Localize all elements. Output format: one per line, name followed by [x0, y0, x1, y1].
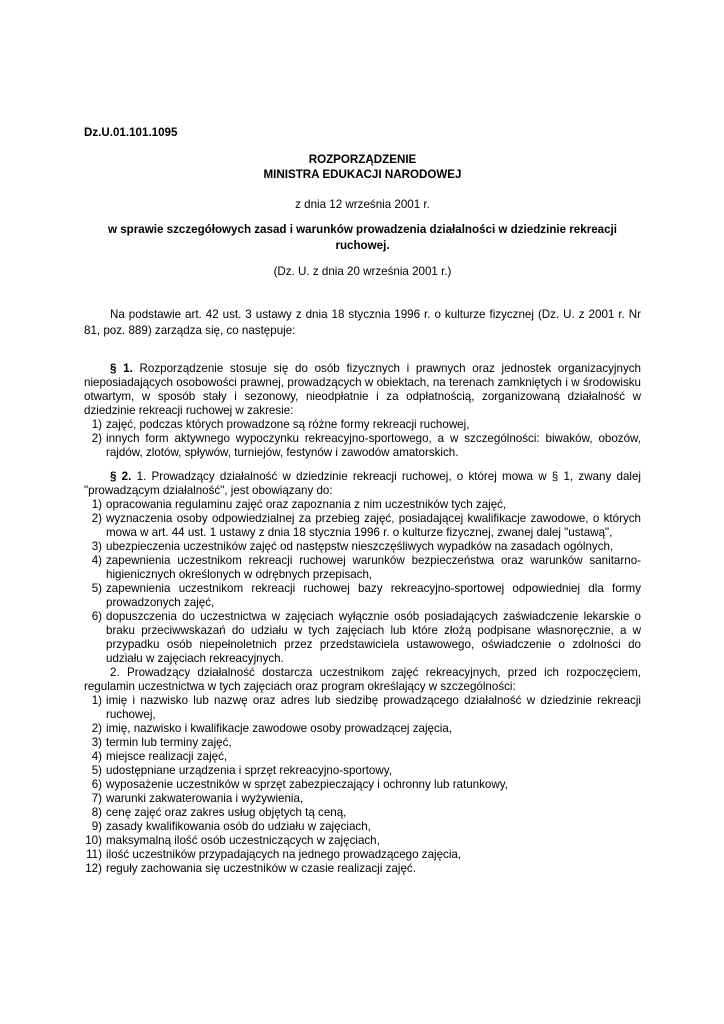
list-number: 10)	[85, 834, 102, 847]
list-number: 4)	[91, 554, 102, 567]
list-item	[84, 512, 641, 540]
title-line-2: MINISTRA EDUKACJI NARODOWEJ	[263, 168, 462, 181]
list-number: 4)	[91, 750, 102, 763]
list-item	[84, 778, 641, 792]
list-number: 1)	[91, 418, 102, 431]
list-text: innych form aktywnego wypoczynku rekreacyjno-sportowego, a w szczególności: biwaków, obozów, rajdów, zlotów, spływów, turniejów, festynów i zawodów amatorskich.	[106, 432, 641, 459]
list-item	[84, 498, 641, 512]
list-number: 6)	[91, 778, 102, 791]
section-2-mark: § 2.	[110, 470, 132, 483]
issue-date: z dnia 12 września 2001 r.	[295, 198, 430, 211]
list-item	[84, 736, 641, 750]
list-text: zasady kwalifikowania osób do udziału w zajęciach,	[106, 820, 371, 833]
list-item	[84, 610, 641, 666]
list-number: 7)	[91, 792, 102, 805]
document-reference: Dz.U.01.101.1095	[84, 126, 178, 139]
list-text: wyznaczenia osoby odpowiedzialnej za przebieg zajęć, posiadającej kwalifikacje zawodowe, o których mowa w art. 44 ust. 1 ustawy z dnia 18 stycznia 1996 r. o kulturze fizycznej, zwanej dalej "ustawą",	[106, 512, 641, 539]
list-item	[84, 554, 641, 582]
list-number: 8)	[91, 806, 102, 819]
list-item	[84, 792, 641, 806]
list-number: 12)	[85, 862, 102, 875]
section-1-mark: § 1.	[110, 362, 133, 375]
list-item	[84, 834, 641, 848]
list-number: 5)	[91, 582, 102, 595]
section-2-paragraph-2: 2. Prowadzący działalność dostarcza uczestnikom zajęć rekreacyjnych, przed ich rozpoczęciem, regulamin uczestnictwa w tych zajęciach oraz program określający w szczególności:	[84, 666, 641, 693]
list-number: 5)	[91, 764, 102, 777]
list-item	[84, 806, 641, 820]
list-text: maksymalną ilość osób uczestniczących w zajęciach,	[106, 834, 380, 847]
list-number: 3)	[91, 736, 102, 749]
list-text: ilość uczestników przypadających na jednego prowadzącego zajęcia,	[106, 848, 462, 861]
list-text: ubezpieczenia uczestników zajęć od następstw nieszczęśliwych wypadków na zasadach ogólnych,	[106, 540, 614, 553]
list-text: opracowania regulaminu zajęć oraz zapoznania z nim uczestników tych zajęć,	[106, 498, 507, 511]
section-1-body: Rozporządzenie stosuje się do osób fizycznych i prawnych oraz jednostek organizacyjnych nieposiadających osobowości prawnej, prowadzących w obiektach, na terenach zamkniętych i w środowisku otwartym, w sposób stały i sezonowy, nieodpłatnie i za odpłatnością, zorganizowaną działalność w dziedzinie rekreacji ruchowej w zakresie:	[84, 362, 641, 417]
list-text: cenę zajęć oraz zakres usług objętych tą ceną,	[106, 806, 347, 819]
list-text: zapewnienia uczestnikom rekreacji ruchowej warunków bezpieczeństwa oraz warunków sanitarno-higienicznych określonych w odrębnych przepisach,	[106, 554, 641, 581]
publication-note: (Dz. U. z dnia 20 września 2001 r.)	[273, 265, 452, 278]
list-number: 3)	[91, 540, 102, 553]
intro-paragraph: Na podstawie art. 42 ust. 3 ustawy z dnia 18 stycznia 1996 r. o kulturze fizycznej (Dz. U. z 2001 r. Nr 81, poz. 889) zarządza się, co następuje:	[84, 308, 641, 337]
list-item	[84, 820, 641, 834]
list-item	[84, 540, 641, 554]
list-number: 11)	[86, 848, 102, 861]
title-line-1: ROZPORZĄDZENIE	[308, 153, 417, 166]
list-text: imię, nazwisko i kwalifikacje zawodowe osoby prowadzącej zajęcia,	[106, 722, 453, 735]
list-text: miejsce realizacji zajęć,	[106, 750, 228, 763]
section-2-list-2	[84, 694, 641, 876]
subject: w sprawie szczegółowych zasad i warunków prowadzenia działalności w dziedzinie rekreacji ruchowej.	[108, 223, 617, 252]
list-item	[84, 848, 641, 862]
list-item	[84, 582, 641, 610]
list-item	[84, 694, 641, 722]
section-2-list	[84, 498, 641, 666]
list-text: reguły zachowania się uczestników w czasie realizacji zajęć.	[106, 862, 416, 875]
list-item	[84, 722, 641, 736]
list-number: 2)	[91, 722, 102, 735]
section-1	[84, 362, 641, 460]
list-text: imię i nazwisko lub nazwę oraz adres lub siedzibę prowadzącego działalność w dziedzinie rekreacji ruchowej,	[106, 694, 641, 721]
section-1-text	[84, 362, 641, 418]
list-item	[84, 862, 641, 876]
list-number: 9)	[91, 820, 102, 833]
list-number: 2)	[91, 432, 102, 445]
list-text: zapewnienia uczestnikom rekreacji ruchowej bazy rekreacyjno-sportowej odpowiedniej dla formy prowadzonych zajęć,	[106, 582, 641, 609]
list-text: termin lub terminy zajęć,	[106, 736, 232, 749]
section-2-text	[84, 470, 641, 498]
list-number: 1)	[91, 498, 102, 511]
section-1-list	[84, 418, 641, 460]
list-number: 6)	[91, 610, 102, 623]
list-text: wyposażenie uczestników w sprzęt zabezpieczający i ochronny lub ratunkowy,	[106, 778, 508, 791]
list-item	[84, 418, 641, 432]
list-text: dopuszczenia do uczestnictwa w zajęciach wyłącznie osób posiadających zaświadczenie lekarskie o braku przeciwwskazań do udziału w tych zajęciach lub które złożą podpisane własnoręcznie, a w przypadku osób niepełnoletnich przez przedstawiciela ustawowego, oświadczenie o zdolności do udziału w zajęciach rekreacyjnych.	[106, 610, 641, 665]
list-number: 1)	[91, 694, 102, 707]
list-item	[84, 764, 641, 778]
list-text: udostępniane urządzenia i sprzęt rekreacyjno-sportowy,	[106, 764, 392, 777]
list-item	[84, 432, 641, 460]
section-2	[84, 470, 641, 876]
list-number: 2)	[91, 512, 102, 525]
section-2-body: 1. Prowadzący działalność w dziedzinie rekreacji ruchowej, o której mowa w § 1, zwany dalej "prowadzącym działalność", jest obowiązany do:	[84, 470, 641, 497]
list-item	[84, 750, 641, 764]
list-text: zajęć, podczas których prowadzone są różne formy rekreacji ruchowej,	[106, 418, 470, 431]
list-text: warunki zakwaterowania i wyżywienia,	[106, 792, 304, 805]
